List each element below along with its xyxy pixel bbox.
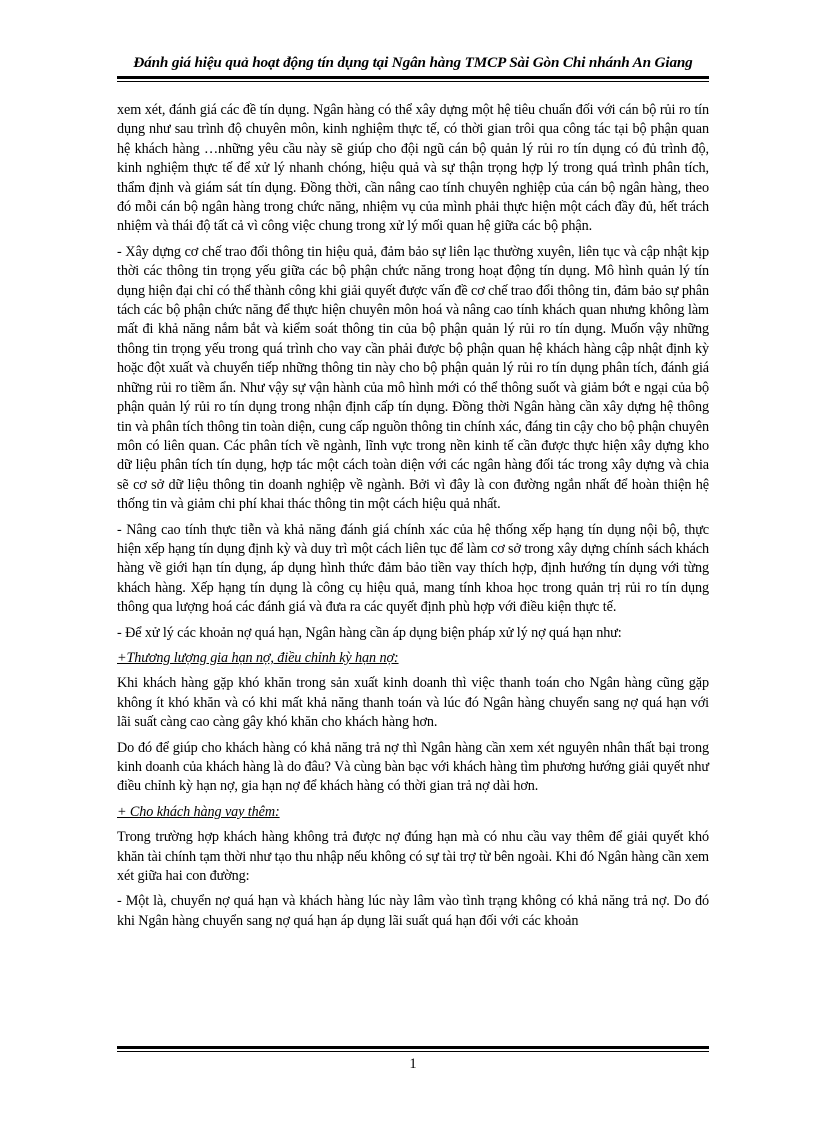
subheading-additional-loan: + Cho khách hàng vay thêm: [117,803,280,820]
header-rule [117,76,709,79]
subheading-debt-extension: +Thương lượng gia hạn nợ, điều chỉnh kỳ hạn nợ: [117,649,399,666]
page-number: 1 [409,1056,417,1072]
paragraph-8: - Một là, chuyển nợ quá hạn và khách hàng lúc này lâm vào tình trạng không có khả năng trả nợ. Do đó khi Ngân hàng chuyển sang nợ quá hạn áp dụng lãi suất quá hạn đối với các khoản [117,893,709,929]
body-text [117,101,709,937]
paragraph-1: xem xét, đánh giá các đề tín dụng. Ngân hàng có thể xây dựng một hệ tiêu chuẩn đối với cán bộ rủi ro tín dụng như sau trình độ chuyên môn, kinh nghiệm thực tế, có thời gian trôi qua công tác tại bộ phận quan hệ khách hàng …những yêu cầu này sẽ giúp cho đội ngũ cán bộ quản lý rủi ro tín dụng có đủ trình độ, kinh nghiệm thực tế để xử lý nhanh chóng, hiệu quả và sự thận trọng hợp lý trong quá trình phân tích, thẩm định và giám sát tín dụng. Đồng thời, cần nâng cao tính chuyên nghiệp của cán bộ ngân hàng, theo đó mỗi cán bộ ngân hàng trong chức năng, nhiệm vụ của mình phải thực hiện một cách đầy đủ, hết trách nhiệm và thái độ tất cả vì công việc chung trong xử lý mối quan hệ giữa các bộ phận. [117,102,709,235]
running-header: Đánh giá hiệu quả hoạt động tín dụng tại Ngân hàng TMCP Sài Gòn Chi nhánh An Giang [133,54,693,71]
paragraph-2: - Xây dựng cơ chế trao đổi thông tin hiệu quả, đảm bảo sự liên lạc thường xuyên, liên tục và cập nhật kịp thời các thông tin trọng yếu giữa các bộ phận chức năng trong hoạt động tín dụng. Mô hình quản lý tín dụng hiện đại chỉ có thể thành công khi giải quyết được vấn đề cơ chế trao đổi thông tin, đảm bảo sự phân tách các bộ phận chức năng để thực hiện chuyên môn hoá và nâng cao tính khách quan nhưng không làm mất đi khả năng nắm bắt và kiểm soát thông tin của bộ phận quản lý rủi ro tín dụng. Muốn vậy những thông tin trọng yếu trong quá trình cho vay cần phải được bộ phận quan hệ khách hàng cập nhật định kỳ hoặc đột xuất và chuyển tiếp những thông tin này cho bộ phận quản lý rủi ro tín dụng phân tích, đánh giá những rủi ro tiềm ẩn. Như vậy sự vận hành của mô hình mới có thể thông suốt và giảm bớt e ngại của bộ phận quản lý rủi ro tín dụng trong nhận định cấp tín dụng. Đồng thời Ngân hàng cần xây dựng hệ thông tin và phân tích thông tin toàn diện, cung cấp nguồn thông tin chính xác, đáng tin cậy cho bộ phận chuyên môn có liên quan. Các phân tích về ngành, lĩnh vực trong nền kinh tế cần được thực hiện xây dựng kho dữ liệu phân tích tín dụng, hợp tác một cách toàn diện với các ngân hàng đối tác trong xây dựng và chia sẽ cơ sở dữ liệu thông tin doanh nghiệp về ngành. Bởi vì đây là con đường ngắn nhất để hoàn thiện hệ thống tin và giảm chi phí khai thác thông tin một cách hiệu quả nhất. [117,243,709,513]
paragraph-3: - Nâng cao tính thực tiễn và khả năng đánh giá chính xác của hệ thống xếp hạng tín dụng nội bộ, thực hiện xếp hạng tín dụng định kỳ và duy trì một cách liên tục để làm cơ sở trong xây dựng chính sách khách hàng về giới hạn tín dụng, áp dụng hình thức đảm bảo tiền vay thích hợp, định hướng tín dụng với từng khách hàng. Xếp hạng tín dụng là công cụ hiệu quả, mang tính khoa học trong quản trị rủi ro tín dụng thông qua lượng hoá các đánh giá và đưa ra các quyết định phù hợp với điều kiện thực tế. [117,521,709,616]
footer-rule [117,1046,709,1049]
paragraph-4: - Để xử lý các khoản nợ quá hạn, Ngân hàng cần áp dụng biện pháp xử lý nợ quá hạn như: [117,624,622,641]
footer-rule-thin [117,1051,709,1052]
paragraph-6: Do đó để giúp cho khách hàng có khả năng trả nợ thì Ngân hàng cần xem xét nguyên nhân thất bại trong kinh doanh của khách hàng là do đâu? Và cùng bàn bạc với khách hàng tìm phương hướng giải quyết như điều chỉnh kỳ hạn nợ, gia hạn nợ để khách hàng có thời gian trả nợ dài hơn. [117,739,709,795]
header-rule-thin [117,81,709,82]
paragraph-5: Khi khách hàng gặp khó khăn trong sản xuất kinh doanh thì việc thanh toán cho Ngân hàng cũng gặp không ít khó khăn và có khi mất khả năng thanh toán và lúc đó Ngân hàng chuyển sang nợ quá hạn với lãi suất càng cao càng gây khó khăn cho khách hàng hơn. [117,675,709,731]
paragraph-7: Trong trường hợp khách hàng không trả được nợ đúng hạn mà có nhu cầu vay thêm để giải quyết khó khăn tài chính tạm thời như tạo thu nhập nếu không có sự tài trợ từ bên ngoài. Khi đó Ngân hàng cần xem xét giữa hai con đường: [117,829,709,885]
